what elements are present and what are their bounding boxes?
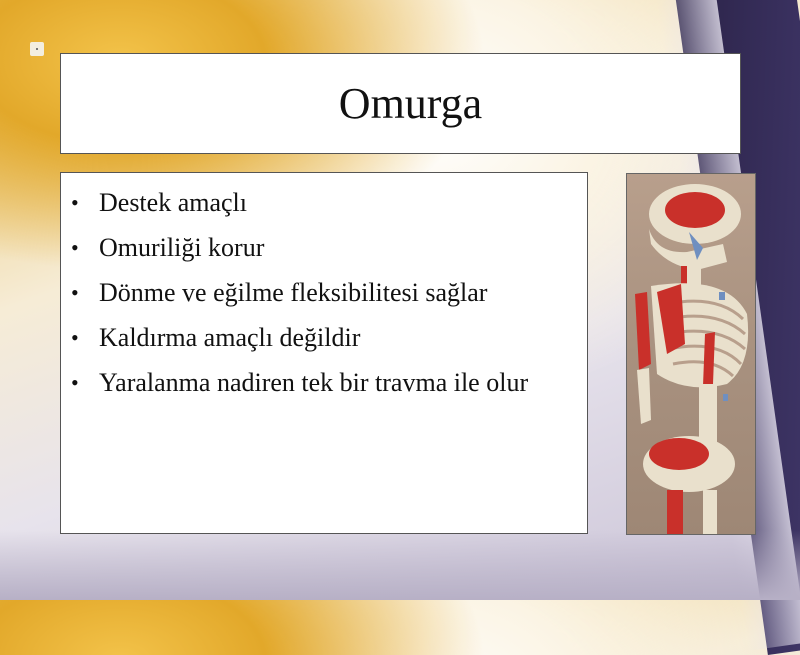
arm-muscle — [635, 292, 651, 370]
bullet-dot-icon: • — [71, 280, 79, 305]
bullet-list — [61, 173, 587, 401]
bullet-text: Destek amaçlı — [99, 188, 247, 217]
content-placeholder[interactable] — [60, 172, 588, 534]
background-bottom-band — [0, 530, 800, 600]
bullet-text: Omuriliği korur — [99, 233, 265, 262]
pelvis-muscle — [649, 438, 709, 470]
bullet-text: Yaralanma nadiren tek bir travma ile olur — [99, 368, 529, 397]
bullet-text: Kaldırma amaçlı değildir — [99, 323, 361, 352]
neck-vertebrae — [685, 264, 701, 286]
skeleton-illustration — [627, 174, 755, 534]
bullet-item — [71, 365, 571, 401]
title-placeholder[interactable] — [60, 53, 741, 154]
neck-muscle — [681, 266, 687, 284]
leg-muscle — [667, 490, 683, 534]
bullet-dot-icon: • — [71, 325, 79, 350]
lumbar-spine — [699, 384, 717, 444]
bullet-item — [71, 185, 571, 221]
bullet-dot-icon: • — [71, 235, 79, 260]
skull-muscle — [665, 192, 725, 228]
bullet-dot-icon: • — [71, 190, 79, 215]
bullet-dot-icon: • — [71, 370, 79, 395]
decorative-marker — [30, 42, 44, 56]
slide-title: Omurga — [338, 79, 483, 128]
spine-muscle — [703, 332, 715, 386]
bullet-item — [71, 320, 571, 356]
bullet-item — [71, 275, 571, 311]
bullet-item — [71, 230, 571, 266]
leg-bone — [703, 490, 717, 534]
skeleton-model-image[interactable] — [626, 173, 756, 535]
arm-bone — [637, 368, 651, 424]
bullet-text: Dönme ve eğilme fleksibilitesi sağlar — [99, 278, 488, 307]
